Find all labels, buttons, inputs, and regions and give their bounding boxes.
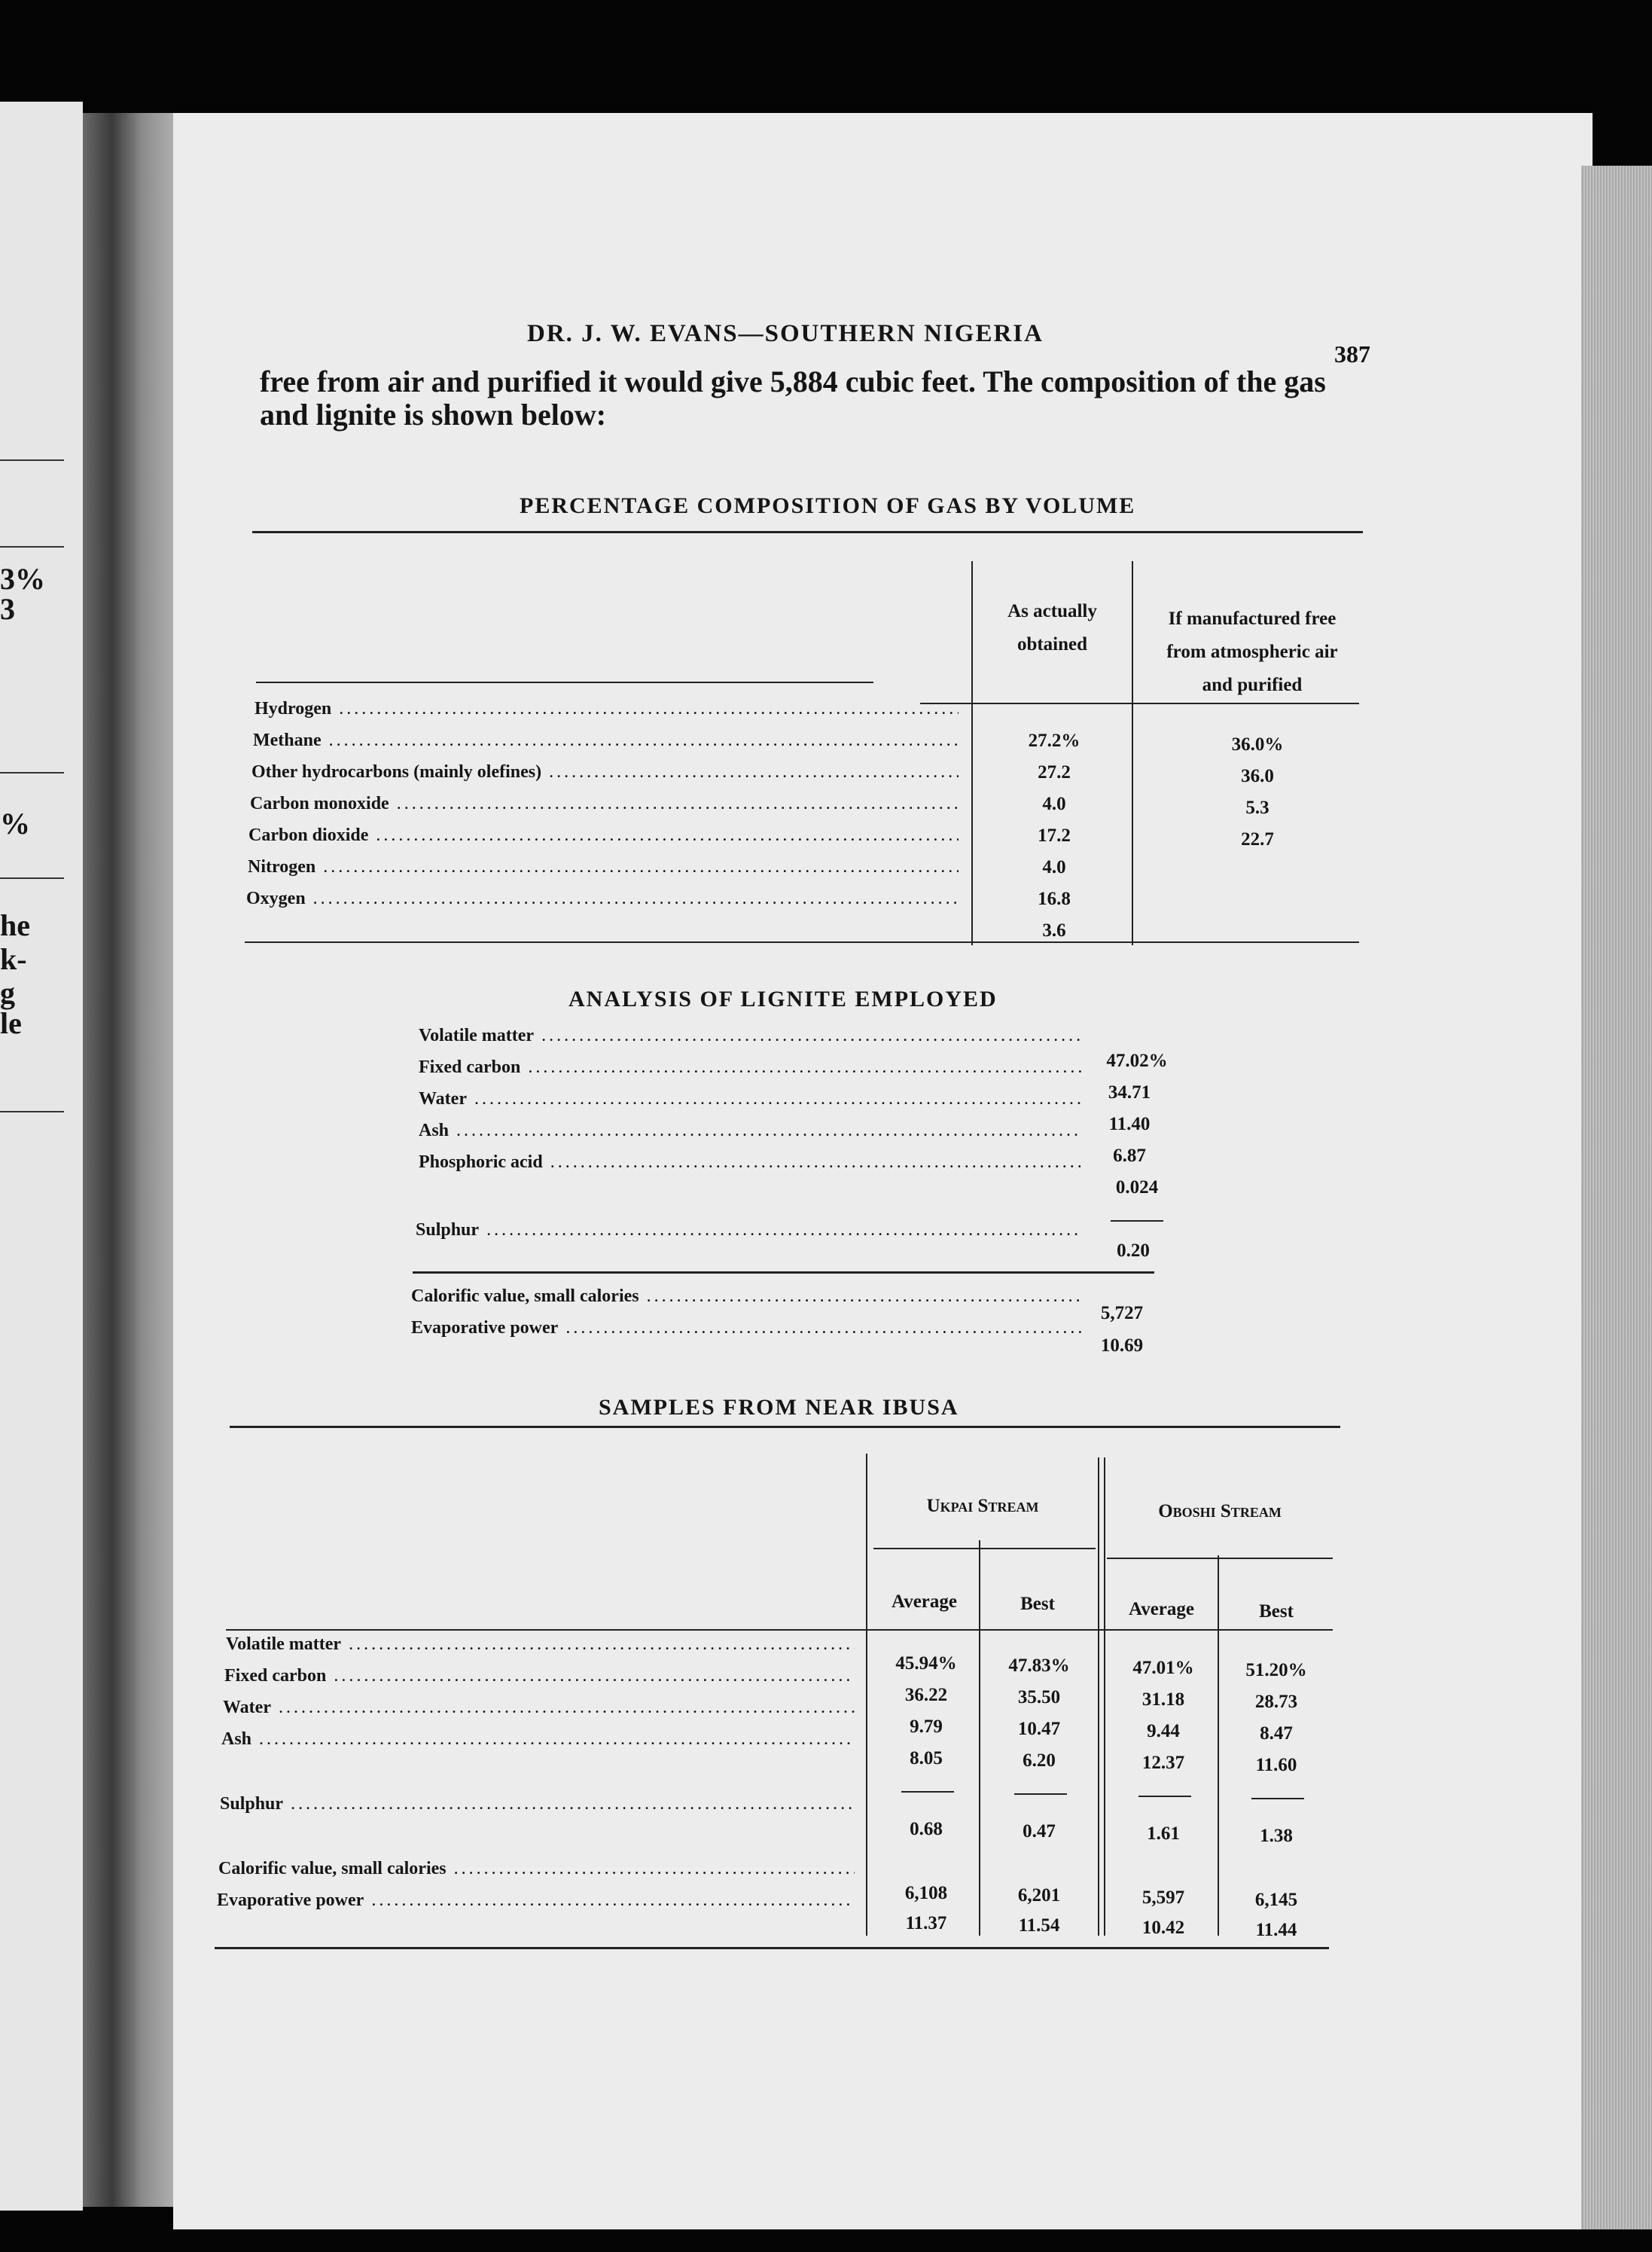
header-rule [873, 1548, 1096, 1549]
table-cell: 8.05 [910, 1748, 943, 1768]
table-cell: 11.54 [1018, 1915, 1060, 1936]
subheader-average: Average [892, 1591, 957, 1612]
table-cell: 36.22 [904, 1685, 948, 1705]
text-fragment: 3% [0, 562, 45, 596]
table-cell: 6,145 [1254, 1890, 1298, 1910]
column-rule [1132, 561, 1133, 945]
table-cell: 6,108 [904, 1883, 948, 1903]
table-cell: 35.50 [1017, 1687, 1061, 1707]
header-rule [920, 703, 1359, 704]
divider [1138, 1796, 1191, 1797]
table-cell: 11.37 [905, 1913, 947, 1933]
cell-purified: 36.0% [1231, 734, 1284, 755]
table-cell: 1.61 [1147, 1823, 1180, 1844]
text-fragment: g [0, 976, 15, 1010]
table-cell: 12.37 [1141, 1753, 1185, 1773]
book-spine [83, 113, 181, 2207]
cell-purified: 22.7 [1241, 829, 1274, 850]
subheader-best: Best [1259, 1601, 1294, 1622]
table-row-label: Hydrogen ..... [255, 699, 959, 719]
table-cell: 0.68 [910, 1819, 943, 1839]
text-fragment: k- [0, 942, 27, 976]
table-row-label: Ash ..... [419, 1121, 1081, 1141]
table-cell: 6.20 [1023, 1750, 1056, 1771]
table-cell: 45.94% [895, 1653, 957, 1674]
table-cell: 8.47 [1260, 1723, 1293, 1744]
table-row-label: Water ..... [419, 1089, 1081, 1109]
column-rule [1218, 1555, 1219, 1936]
table-cell: 51.20% [1245, 1660, 1307, 1680]
divider [0, 546, 64, 548]
header-rule [256, 682, 873, 683]
table-cell: 47.01% [1132, 1658, 1194, 1678]
table-row-label: Nitrogen ..... [248, 857, 959, 877]
intro-paragraph: free from air and purified it would give 5,884 cubic feet. The composition of the gas and lignite is shown below: [260, 365, 1326, 432]
table-cell: 0.47 [1023, 1821, 1056, 1842]
cell-value: 6.87 [1113, 1146, 1146, 1166]
cell-purified: 36.0 [1241, 766, 1274, 786]
divider [413, 1271, 1154, 1274]
table-row-label: Carbon monoxide ..... [250, 794, 959, 814]
table-row-label: Calorific value, small calories ..... [411, 1286, 1081, 1307]
table-bottom-rule [245, 941, 1359, 943]
cell-value: 0.20 [1117, 1240, 1150, 1261]
table-cell: 28.73 [1254, 1692, 1298, 1712]
page-stack-edge [1581, 166, 1652, 2229]
table-row-label: Evaporative power ..... [217, 1890, 855, 1911]
table-cell: 10.42 [1141, 1918, 1185, 1938]
table-row-label: Sulphur ..... [416, 1220, 1081, 1240]
table-bottom-rule [215, 1947, 1329, 1949]
column-rule [866, 1454, 867, 1936]
cell-value: 0.024 [1115, 1177, 1159, 1198]
cell-actual: 4.0 [1042, 794, 1066, 814]
table-row-label: Sulphur ..... [220, 1794, 855, 1814]
gas-table-title: PERCENTAGE COMPOSITION OF GAS BY VOLUME [520, 493, 1136, 518]
cell-actual: 27.2% [1028, 731, 1081, 751]
divider [1111, 1220, 1163, 1222]
ibusa-table-title: SAMPLES FROM NEAR IBUSA [599, 1395, 959, 1420]
column-rule [1104, 1457, 1105, 1936]
table-cell: 9.44 [1147, 1721, 1180, 1741]
cell-value: 5,727 [1100, 1303, 1144, 1323]
divider [1251, 1798, 1304, 1799]
table-row-label: Methane ..... [253, 731, 959, 751]
cell-value: 11.40 [1108, 1114, 1151, 1134]
column-header-actual: As actually obtained [1007, 601, 1097, 655]
table-cell: 5,597 [1141, 1887, 1185, 1908]
text-fragment: 3 [0, 592, 15, 626]
subheader-best: Best [1020, 1594, 1055, 1614]
table-row-label: Water ..... [223, 1698, 855, 1718]
text-fragment: he [0, 908, 30, 942]
table-cell: 11.60 [1255, 1755, 1297, 1775]
table-cell: 10.47 [1017, 1719, 1061, 1739]
cell-purified: 5.3 [1245, 798, 1269, 818]
table-row-label: Fixed carbon ..... [419, 1057, 1081, 1078]
cell-value: 34.71 [1108, 1082, 1151, 1103]
divider [1014, 1793, 1067, 1795]
page-number: 387 [1334, 340, 1370, 368]
header-rule [226, 1629, 1333, 1631]
column-rule [1098, 1457, 1099, 1936]
table-row-label: Evaporative power ..... [411, 1318, 1081, 1338]
table-row-label: Other hydrocarbons (mainly olefines) ..... [251, 762, 959, 783]
cell-actual: 16.8 [1038, 889, 1071, 909]
table-top-rule [252, 531, 1363, 533]
group-header-ukpai: Ukpai Stream [926, 1496, 1039, 1516]
divider [0, 1111, 64, 1112]
table-cell: 6,201 [1017, 1885, 1061, 1906]
table-row-label: Phosphoric acid ..... [419, 1152, 1081, 1173]
table-cell: 47.83% [1008, 1655, 1070, 1676]
table-row-label: Carbon dioxide ..... [248, 825, 959, 846]
divider [0, 459, 64, 461]
table-row-label: Calorific value, small calories ..... [218, 1859, 855, 1879]
table-cell: 1.38 [1260, 1826, 1293, 1846]
table-cell: 31.18 [1141, 1689, 1185, 1710]
divider [901, 1791, 954, 1793]
column-rule [971, 561, 973, 945]
cell-actual: 3.6 [1042, 920, 1066, 941]
cell-actual: 17.2 [1038, 825, 1071, 846]
divider [0, 772, 64, 774]
table-row-label: Oxygen ..... [246, 889, 959, 909]
lignite-table-title: ANALYSIS OF LIGNITE EMPLOYED [568, 987, 998, 1012]
table-row-label: Volatile matter ..... [419, 1026, 1081, 1046]
table-top-rule [230, 1426, 1340, 1428]
subheader-average: Average [1129, 1599, 1194, 1619]
running-header: DR. J. W. EVANS—SOUTHERN NIGERIA [527, 320, 1044, 347]
cell-value: 47.02% [1106, 1051, 1168, 1071]
left-page-edge [0, 102, 83, 2211]
cell-actual: 27.2 [1038, 762, 1071, 783]
table-row-label: Ash ..... [221, 1729, 855, 1750]
cell-value: 10.69 [1100, 1335, 1144, 1356]
column-rule [979, 1540, 980, 1936]
table-row-label: Volatile matter ..... [226, 1634, 855, 1655]
text-fragment: le [0, 1006, 22, 1040]
group-header-oboshi: Oboshi Stream [1158, 1501, 1282, 1521]
divider [0, 877, 64, 879]
table-cell: 9.79 [910, 1716, 943, 1737]
text-fragment: % [0, 807, 30, 841]
table-row-label: Fixed carbon ..... [224, 1666, 855, 1686]
header-rule [1107, 1558, 1333, 1559]
table-cell: 11.44 [1255, 1920, 1297, 1940]
column-header-purified: If manufactured free from atmospheric air and purified [1166, 609, 1338, 695]
cell-actual: 4.0 [1042, 857, 1066, 877]
